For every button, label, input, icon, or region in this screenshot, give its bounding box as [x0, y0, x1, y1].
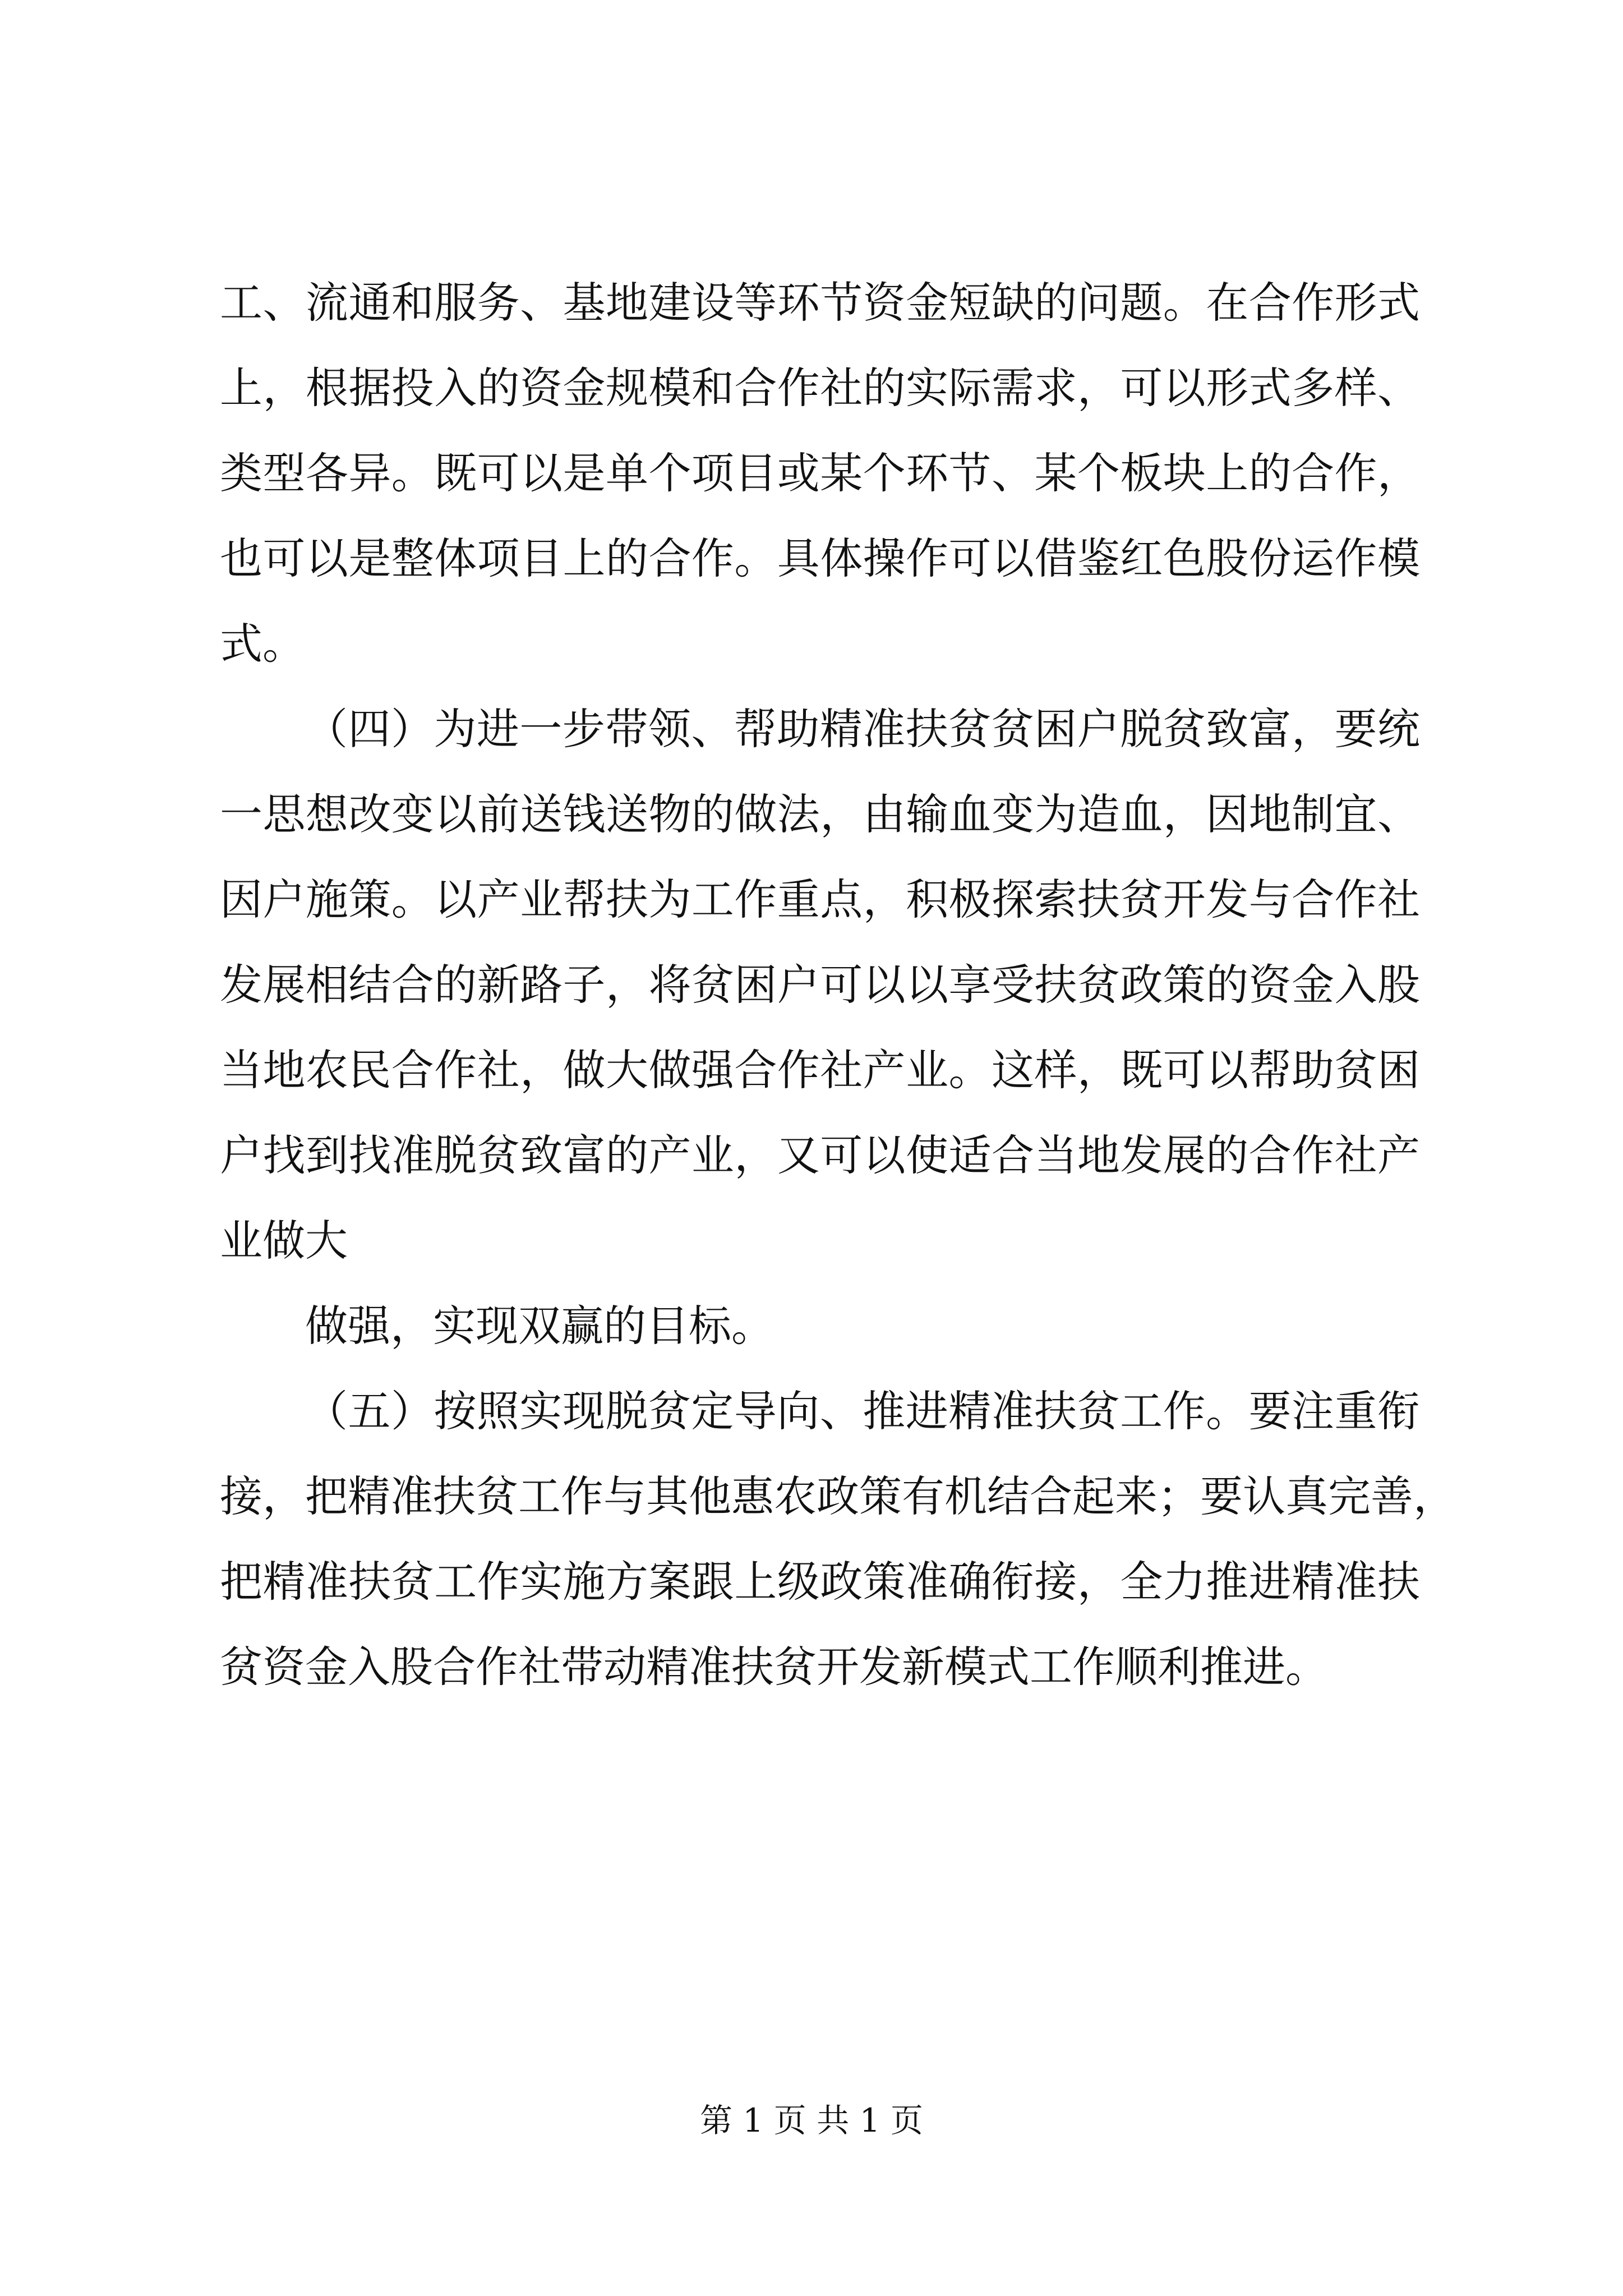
text-line-13: 做强，实现双赢的目标。	[305, 1301, 774, 1351]
text-line-14: （五）按照实现脱贫定导向、推进精准扶贫工作。要注重衔	[305, 1386, 1420, 1436]
text-line-8: 因户施策。以产业帮扶为工作重点，积极探索扶贫开发与合作社	[220, 875, 1420, 924]
text-line-10: 当地农民合作社，做大做强合作社产业。这样，既可以帮助贫困	[220, 1045, 1420, 1095]
text-line-9: 发展相结合的新路子，将贫困户可以以享受扶贫政策的资金入股	[220, 960, 1420, 1010]
text-line-6: （四）为进一步带领、帮助精准扶贫贫困户脱贫致富，要统	[305, 704, 1420, 754]
text-line-4: 也可以是整体项目上的合作。具体操作可以借鉴红色股份运作模	[220, 533, 1420, 583]
text-line-17: 贫资金入股合作社带动精准扶贫开发新模式工作顺利推进。	[220, 1642, 1328, 1692]
text-line-12: 业做大	[220, 1216, 348, 1266]
text-line-1: 工、流通和服务、基地建设等环节资金短缺的问题。在合作形式	[220, 278, 1420, 328]
text-line-7: 一思想改变以前送钱送物的做法，由输血变为造血，因地制宜、	[220, 789, 1420, 839]
text-line-11: 户找到找准脱贫致富的产业，又可以使适合当地发展的合作社产	[220, 1130, 1420, 1180]
text-line-3: 类型各异。既可以是单个项目或某个环节、某个板块上的合作，	[220, 448, 1420, 498]
text-line-2: 上，根据投入的资金规模和合作社的实际需求，可以形式多样、	[220, 363, 1420, 413]
text-line-15: 接，把精准扶贫工作与其他惠农政策有机结合起来；要认真完善，	[220, 1471, 1456, 1521]
page-number-footer: 第 1 页 共 1 页	[700, 2101, 923, 2139]
text-line-5: 式。	[220, 619, 305, 669]
text-line-16: 把精准扶贫工作实施方案跟上级政策准确衔接，全力推进精准扶	[220, 1557, 1420, 1607]
